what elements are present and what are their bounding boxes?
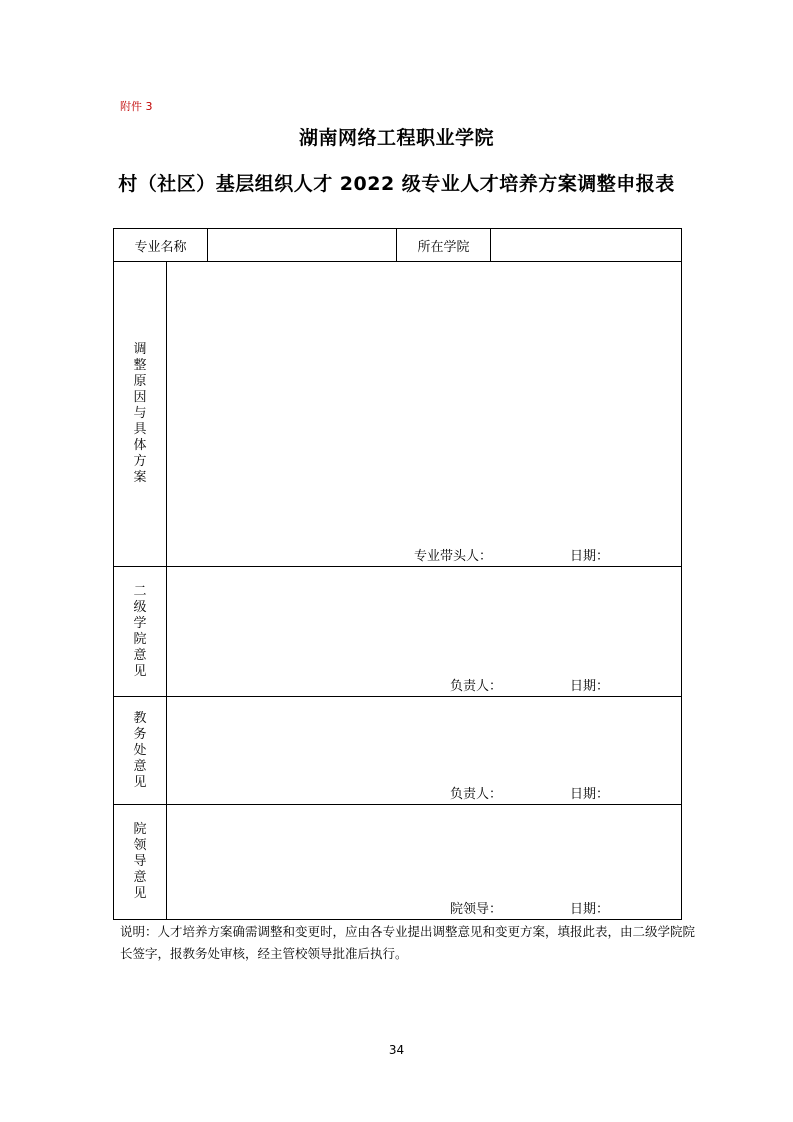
section-row-adjustment [114, 262, 682, 567]
adjustment-content-field[interactable] [167, 262, 682, 567]
section-row-academic-affairs-opinion [114, 697, 682, 805]
section-label-leadership [114, 805, 167, 920]
college-field[interactable] [491, 229, 682, 262]
leadership-opinion-field[interactable] [167, 805, 682, 920]
date-label: 日期： [570, 549, 610, 564]
section-label-text: 二级学院意见 [133, 583, 147, 679]
date-label: 日期： [570, 902, 610, 917]
section-label-college-opinion [114, 567, 167, 697]
signer-label: 专业带头人： [414, 549, 493, 564]
page-number: 34 [388, 1043, 405, 1057]
major-name-field[interactable] [208, 229, 397, 262]
college-label: 所在学院 [397, 229, 491, 262]
signer-label: 负责人： [450, 787, 503, 802]
major-name-label: 专业名称 [114, 229, 208, 262]
form-note: 说明：人才培养方案确需调整和变更时，应由各专业提出调整意见和变更方案，填报此表，由二级学院院长签字，报教务处审核，经主管校领导批准后执行。 [120, 924, 696, 961]
section-label-text: 院领导意见 [133, 822, 147, 901]
document-title: 湖南网络工程职业学院 [298, 127, 494, 149]
document-subtitle: 村（社区）基层组织人才 2022 级专业人才培养方案调整申报表 [118, 173, 675, 195]
section-label-academic-affairs [114, 697, 167, 805]
date-label: 日期： [570, 679, 610, 694]
college-opinion-field[interactable] [167, 567, 682, 697]
section-row-leadership-opinion [114, 805, 682, 920]
signer-label: 院领导： [450, 902, 503, 917]
date-label: 日期： [570, 787, 610, 802]
section-label-text: 调整原因与具体方案 [133, 342, 147, 485]
section-label-text: 教务处意见 [133, 710, 147, 790]
application-form-table [113, 228, 682, 920]
academic-affairs-opinion-field[interactable] [167, 697, 682, 805]
signer-label: 负责人： [450, 679, 503, 694]
header-row [114, 229, 682, 262]
section-label-adjustment [114, 262, 167, 567]
section-row-college-opinion [114, 567, 682, 697]
attachment-label: 附件 3 [120, 100, 153, 113]
